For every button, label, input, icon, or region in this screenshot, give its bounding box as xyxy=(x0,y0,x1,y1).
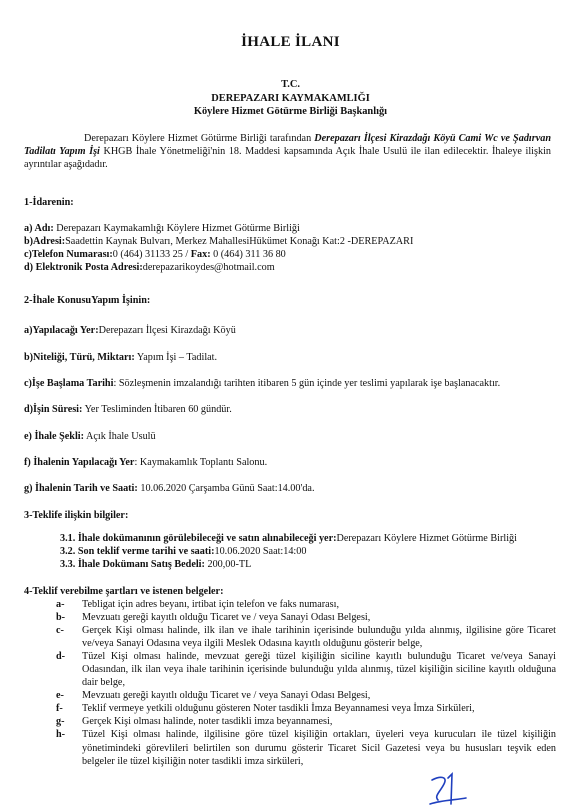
admin-email-value: derepazarikoydes@hotmail.com xyxy=(142,262,275,274)
list-item-text: Tebligat için adres beyanı, irtibat için telefon ve faks numarası, xyxy=(82,599,339,610)
list-item-text: Gerçek Kişi olması halinde, noter tasdikli imza beyannamesi, xyxy=(82,716,333,728)
start-date-label: c)İşe Başlama Tarihi xyxy=(24,378,114,389)
document-price-value: 200,00-TL xyxy=(204,559,252,571)
work-location-value: Derepazarı İlçesi Kirazdağı Köyü xyxy=(98,325,236,336)
header-line-3: Köylere Hizmet Götürme Birliği Başkanlığı xyxy=(193,106,388,118)
admin-address-value: Saadettin Kaynak Bulvarı, Merkez MahallesiHükümet Konağı Kat:2 -DEREPAZARI xyxy=(65,236,414,248)
requirements-list xyxy=(56,598,556,768)
document-place-label: 3.1. İhale dokümanının görülebileceği ve satın alınabileceği yer: xyxy=(60,533,337,544)
deadline-label: 3.2. Son teklif verme tarihi ve saati: xyxy=(60,546,215,558)
list-item xyxy=(56,611,556,624)
header-line-1: T.C. xyxy=(281,79,300,90)
tender-place-row xyxy=(24,456,551,469)
list-item xyxy=(56,728,556,767)
admin-phone-row xyxy=(24,248,551,261)
list-item-text: Mevzuatı gereği kayıtlı olduğu Ticaret ve / veya Sanayi Odası Belgesi, xyxy=(82,612,371,624)
issuer-header xyxy=(0,78,581,119)
list-item-text: Teklif vermeye yetkili olduğunu gösteren Noter tasdikli İmza Beyannamesi veya İmza Sirküleri, xyxy=(82,703,475,715)
intro-paragraph xyxy=(24,132,551,171)
duration-label: d)İşin Süresi: xyxy=(24,404,83,415)
section3-details xyxy=(60,532,560,571)
list-item xyxy=(56,715,556,728)
tender-place-value: : Kaymakamlık Toplantı Salonu. xyxy=(134,457,268,468)
intro-emphasis: Derepazarı İlçesi Kirazdağı Köyü Cami Wc ve Şadırvan Tadilatı Yapım İşi xyxy=(24,133,551,158)
list-item-text: Mevzuatı gereği kayıtlı olduğu Ticaret ve / veya Sanayi Odası Belgesi, xyxy=(82,690,371,702)
list-item-marker: b- xyxy=(56,612,66,624)
list-item-marker: c- xyxy=(56,625,64,637)
section1-details xyxy=(24,222,551,274)
work-location-label: a)Yapılacağı Yer: xyxy=(24,325,99,336)
tender-datetime-label: g) İhalenin Tarih ve Saati: xyxy=(24,483,138,494)
list-item xyxy=(56,598,556,611)
list-item-marker: e- xyxy=(56,690,64,702)
list-item-marker: h- xyxy=(56,729,66,741)
document-place-value: Derepazarı Köylere Hizmet Götürme Birliği xyxy=(336,533,517,544)
admin-fax-value: 0 (464) 311 36 80 xyxy=(210,249,286,261)
list-item-text: Gerçek Kişi olması halinde, ilk ilan ve ihale tarihinin içerisinde bulunduğu yılda alınmış, ilgilisine göre Ticaret ve/veya Sanayi Odasına veya ilgili Meslek Odasına kayıtlı olduğunu gösterir belge, xyxy=(82,625,556,650)
work-type-row xyxy=(24,351,551,364)
tender-datetime-value: 10.06.2020 Çarşamba Günü Saat:14.00'da. xyxy=(137,483,315,494)
work-location-row xyxy=(24,324,551,337)
tender-type-label: e) İhale Şekli: xyxy=(24,431,84,442)
deadline-row xyxy=(60,545,560,558)
list-item-marker: g- xyxy=(56,716,65,728)
admin-email-label: d) Elektronik Posta Adresi: xyxy=(24,262,143,274)
tender-type-value: Açık İhale Usulü xyxy=(84,431,156,442)
work-type-value: Yapım İşi – Tadilat. xyxy=(134,352,218,363)
list-item-marker: a- xyxy=(56,599,65,610)
duration-value: Yer Tesliminden İtibaren 60 gündür. xyxy=(82,404,232,415)
work-type-label: b)Niteliği, Türü, Miktarı: xyxy=(24,352,135,363)
start-date-row xyxy=(24,377,551,390)
duration-row xyxy=(24,403,551,416)
header-line-2: DEREPAZARI KAYMAKAMLIĞI xyxy=(211,92,370,104)
list-item xyxy=(56,624,556,650)
section2-heading: 2-İhale KonusuYapım İşinin: xyxy=(24,295,151,306)
admin-email-row xyxy=(24,261,551,274)
admin-name-row xyxy=(24,222,551,235)
section1-heading: 1-İdarenin: xyxy=(24,197,74,208)
section4-heading: 4-Teklif verebilme şartları ve istenen belgeler: xyxy=(24,586,224,597)
list-item-marker: f- xyxy=(56,703,63,715)
deadline-value: 10.06.2020 Saat:14:00 xyxy=(214,546,307,558)
handwritten-signature xyxy=(428,770,468,806)
admin-address-label: b)Adresi: xyxy=(24,236,66,248)
start-date-value: : Sözleşmenin imzalandığı tarihten itibaren 5 gün içinde yer teslimi yapılarak işe başlanacaktır. xyxy=(113,378,501,389)
admin-phone-value: 0 (464) 31133 25 / xyxy=(112,249,191,261)
list-item-text: Tüzel Kişi olması halinde, mevzuat gereği tüzel kişiliğin siciline kayıtlı bulunduğu Ticaret ve/veya Sanayi Odasından, ilk ilan veya ihale tarihinin içerisinde bulunduğu yılda alınmış, tüzel kişiliğin siciline kayıtlı olduğuna dair belge, xyxy=(82,651,556,689)
admin-name-label: a) Adı: xyxy=(24,223,54,234)
intro-part-2: KHGB İhale Yönetmeliği'nin 18. Maddesi kapsamında Açık İhale Usulü ile ilan edilecektir. İhaleye ilişkin ayrıntılar aşağıdadır. xyxy=(24,146,551,171)
tender-place-label: f) İhalenin Yapılacağı Yer xyxy=(24,457,135,468)
list-item-text: Tüzel Kişi olması halinde, ilgilisine göre tüzel kişiliğin ortakları, üyeleri veya kurucuları ile tüzel kişiliğin yönetimindeki görevlileri belirtilen son durumu gösterir Ticaret Sicil Gazetesi veya bu hususları teşvik eden belgeler ile tüzel kişiliğin noter tasdikli imza sirküleri, xyxy=(82,729,556,767)
admin-phone-label: c)Telefon Numarası: xyxy=(24,249,113,261)
list-item-marker: d- xyxy=(56,651,66,663)
section3-heading: 3-Teklife ilişkin bilgiler: xyxy=(24,510,129,521)
document-place-row xyxy=(60,532,560,545)
admin-address-row xyxy=(24,235,551,248)
page-title: İHALE İLANI xyxy=(241,34,340,50)
intro-part-1: Derepazarı Köylere Hizmet Götürme Birliği tarafından xyxy=(84,133,315,144)
admin-name-value: Derepazarı Kaymakamlığı Köylere Hizmet Götürme Birliği xyxy=(53,223,300,234)
document-price-row xyxy=(60,558,560,571)
list-item xyxy=(56,650,556,689)
tender-datetime-row xyxy=(24,482,551,495)
list-item xyxy=(56,689,556,702)
document-price-label: 3.3. İhale Dokümanı Satış Bedeli: xyxy=(60,559,205,571)
admin-fax-label: Fax: xyxy=(190,249,211,261)
list-item xyxy=(56,702,556,715)
tender-type-row xyxy=(24,430,551,443)
signature-stroke xyxy=(430,774,466,804)
